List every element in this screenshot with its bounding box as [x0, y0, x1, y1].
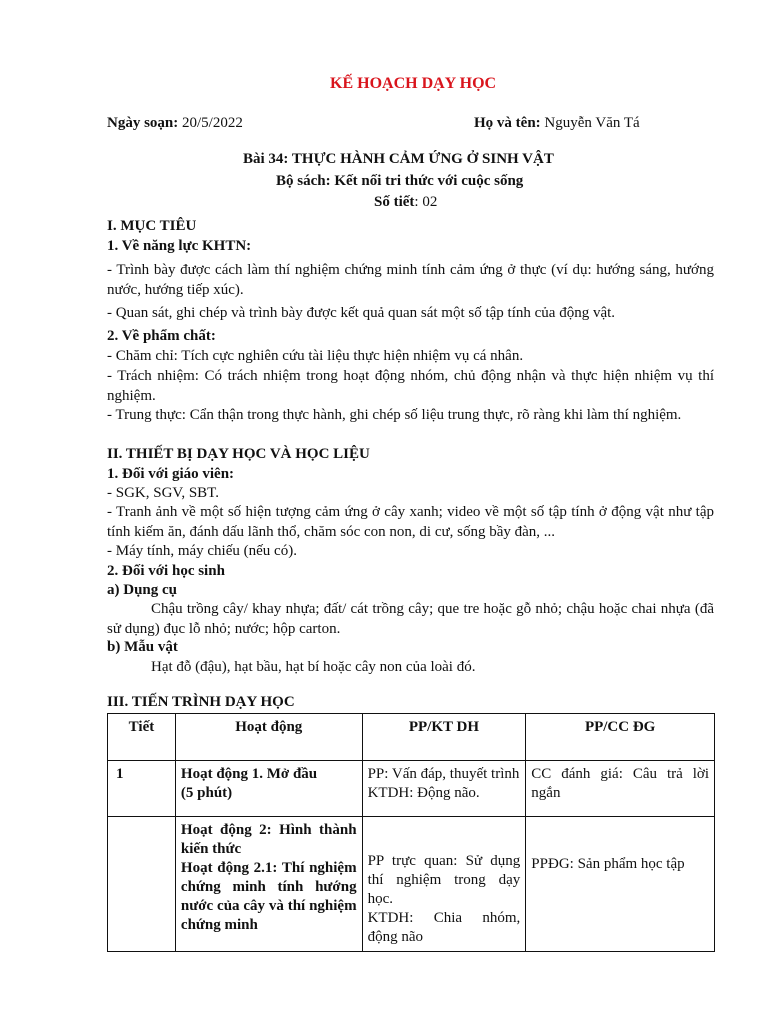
periods-line — [374, 193, 437, 212]
section-2-sub-2: 2. Đối với học sinh — [107, 563, 225, 579]
book-name: Bộ sách: Kết nối tri thức với cuộc sống — [276, 173, 524, 189]
student-tools: Chậu trồng cây/ khay nhựa; đất/ cát trồng cây; que tre hoặc gỗ nhỏ; chậu hoặc chai nhựa (đã sử dụng) đục lỗ nhỏ; nước; hộp carton. — [107, 601, 714, 637]
lesson-title: Bài 34: THỰC HÀNH CẢM ỨNG Ở SINH VẬT — [243, 151, 554, 167]
section-3-heading: III. TIẾN TRÌNH DẠY HỌC — [107, 694, 295, 710]
teaching-process-table — [107, 713, 715, 952]
periods-value: : 02 — [414, 194, 438, 210]
quality-item: - Trung thực: Cẩn thận trong thực hành, ghi chép số liệu trung thực, rõ ràng khi làm thí nghiệm. — [107, 407, 682, 423]
period-cell — [108, 817, 176, 952]
periods-label: Số tiết — [374, 194, 415, 210]
section-1-heading: I. MỤC TIÊU — [107, 218, 197, 234]
quality-item: - Chăm chỉ: Tích cực nghiên cứu tài liệu thực hiện nhiệm vụ cá nhân. — [107, 348, 524, 364]
section-1-sub-1: 1. Về năng lực KHTN: — [107, 238, 252, 254]
section-1-sub-2: 2. Về phẩm chất: — [107, 328, 216, 344]
document-title: KẾ HOẠCH DẠY HỌC — [330, 75, 497, 92]
column-header: Tiết — [108, 714, 176, 761]
author-line — [474, 114, 640, 133]
method-cell — [362, 761, 526, 817]
table-header-row — [108, 714, 715, 761]
activity-duration: (5 phút) — [180, 785, 233, 801]
activity-cell — [175, 761, 362, 817]
objective-item: - Quan sát, ghi chép và trình bày được kết quả quan sát một số tập tính của động vật. — [107, 305, 616, 321]
name-label: Họ và tên: — [474, 115, 541, 131]
section-2-sub-2b: b) Mẫu vật — [107, 639, 178, 655]
teacher-item: - Tranh ảnh về một số hiện tượng cảm ứng ở cây xanh; video về một số tập tính ở động vật như tập tính kiếm ăn, đánh dấu lãnh thổ, chăm sóc con non, di cư, sống bầy đàn, ... — [107, 504, 714, 540]
table-row — [108, 761, 715, 817]
teacher-item: - SGK, SGV, SBT. — [107, 485, 219, 501]
method-text: PP trực quan: Sử dụng thí nghiệm trong dạy học. — [367, 852, 521, 907]
activity-subtitle: Hoạt động 2.1: Thí nghiệm chứng minh tính hướng nước của cây và thí nghiệm chứng minh — [180, 860, 357, 933]
activity-title: Hoạt động 1. Mở đầu — [180, 766, 318, 782]
student-specimens: Hạt đỗ (đậu), hạt bầu, hạt bí hoặc cây non của loài đó. — [151, 659, 476, 675]
activity-cell — [175, 817, 362, 952]
table-row — [108, 817, 715, 952]
activity-title: Hoạt động 2: Hình thành kiến thức — [180, 822, 357, 857]
date-value: 20/5/2022 — [178, 115, 243, 131]
objective-item: - Trình bày được cách làm thí nghiệm chứng minh tính cảm ứng ở thực (ví dụ: hướng sáng, hướng nước, hướng tiếp xúc). — [107, 262, 714, 298]
technique-text: KTDH: Động não. — [367, 785, 480, 801]
method-text: PP: Vấn đáp, thuyết trình — [367, 766, 520, 782]
column-header: PP/KT DH — [362, 714, 526, 761]
column-header: Hoạt động — [175, 714, 362, 761]
column-header: PP/CC ĐG — [526, 714, 715, 761]
method-cell — [362, 817, 526, 952]
assessment-cell: CC đánh giá: Câu trả lời ngắn — [526, 761, 715, 817]
technique-text: KTDH: Chia nhóm, động não — [367, 909, 521, 945]
date-label: Ngày soạn: — [107, 115, 179, 131]
section-2-sub-2a: a) Dụng cụ — [107, 582, 178, 598]
period-cell: 1 — [108, 761, 176, 817]
section-2-heading: II. THIẾT BỊ DẠY HỌC VÀ HỌC LIỆU — [107, 446, 370, 462]
name-value: Nguyễn Văn Tá — [540, 115, 640, 131]
date-line — [107, 114, 243, 133]
quality-item: - Trách nhiệm: Có trách nhiệm trong hoạt động nhóm, chủ động nhận và thực hiện nhiệm vụ thí nghiệm. — [107, 368, 714, 404]
section-2-sub-1: 1. Đối với giáo viên: — [107, 466, 235, 482]
teacher-item: - Máy tính, máy chiếu (nếu có). — [107, 543, 297, 559]
assessment-cell: PPĐG: Sản phẩm học tập — [526, 817, 715, 952]
